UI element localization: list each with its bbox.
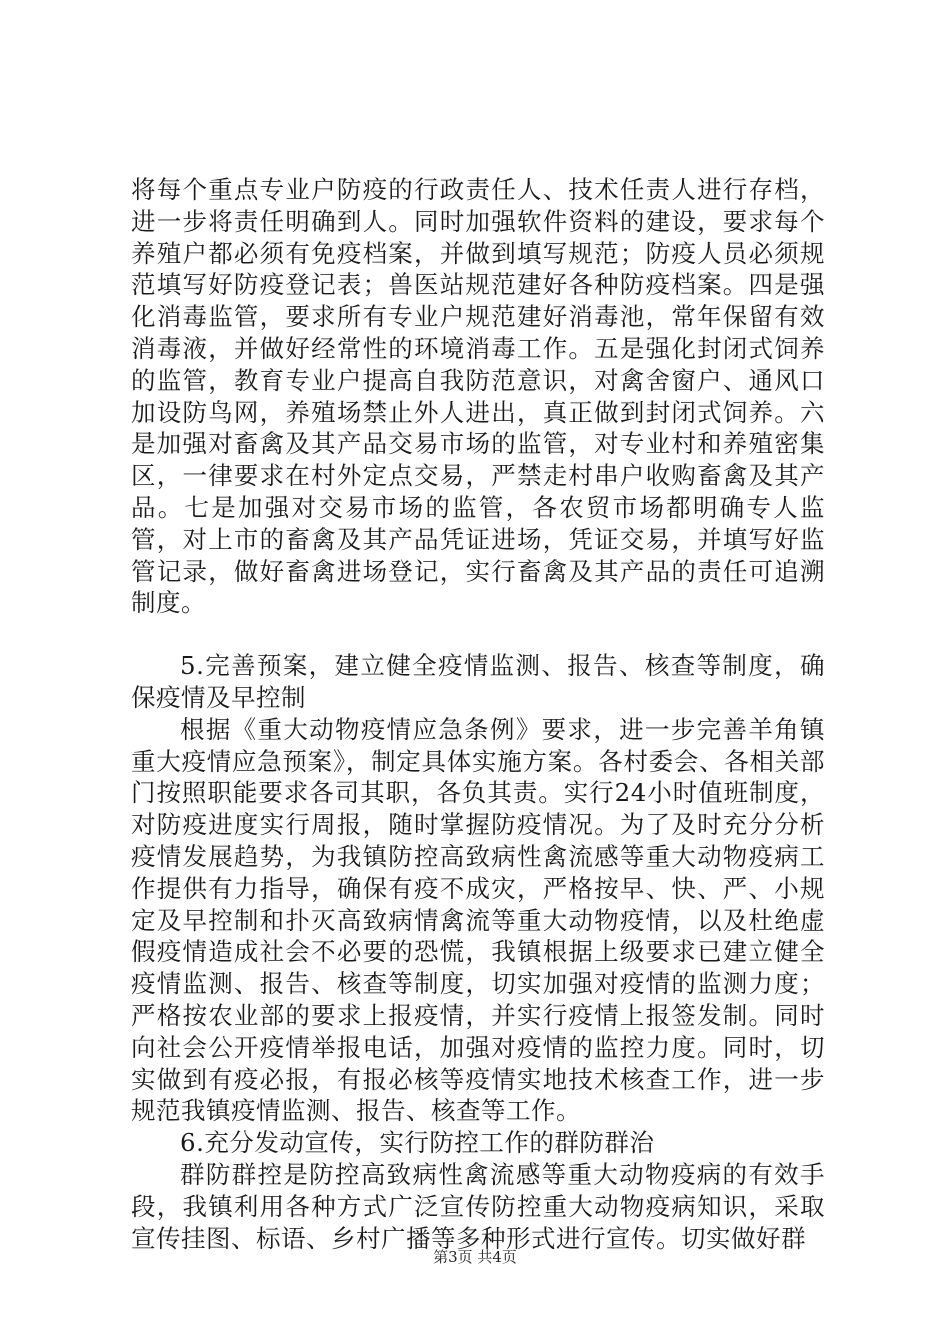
paragraph-supervision-measures: 将每个重点专业户防疫的行政责任人、技术任责人进行存档，进一步将责任明确到人。同时加强软件资料的建设，要求每个养殖户都必须有免疫档案，并做到填写规范；防疫人员必须规范填写好防疫登记表；兽医站规范建好各种防疫档案。四是强化消毒监管，要求所有专业户规范建好消毒池，常年保留有效消毒液，并做好经常性的环境消毒工作。五是强化封闭式饲养的监管，教育专业户提高自我防范意识，对禽舍窗户、通风口加设防鸟网，养殖场禁止外人进出，真正做到封闭式饲养。六是加强对畜禽及其产品交易市场的监管，对专业村和养殖密集区，一律要求在村外定点交易，严禁走村串户收购畜禽及其产品。七是加强对交易市场的监管，各农贸市场都明确专人监管，对上市的畜禽及其产品凭证进场，凭证交易，并填写好监管记录，做好畜禽进场登记，实行畜禽及其产品的责任可追溯制度。 bbox=[131, 175, 825, 618]
paragraph-publicity: 群防群控是防控高致病性禽流感等重大动物疫病的有效手段，我镇利用各种方式广泛宣传防控重大动物疫病知识，采取宣传挂图、标语、乡村广播等多种形式进行宣传。切实做好群 bbox=[131, 1159, 825, 1253]
document-body bbox=[131, 174, 825, 1254]
page-footer: 第3页 共4页 bbox=[433, 1248, 517, 1266]
section-heading-6: 6.充分发动宣传，实行防控工作的群防群治 bbox=[180, 1128, 655, 1158]
paragraph-epidemic-monitoring: 根据《重大动物疫情应急条例》要求，进一步完善羊角镇重大疫情应急预案》，制定具体实施方案。各村委会、各相关部门按照职能要求各司其职，各负其责。实行24小时值班制度，对防疫进度实行周报，随时掌握防疫情况。为了及时充分分析疫情发展趋势，为我镇防控高致病性禽流感等重大动物疫病工作提供有力指导，确保有疫不成灾，严格按早、快、严、小规定及早控制和扑灭高致病情禽流等重大动物疫情，以及杜绝虚假疫情造成社会不必要的恐慌，我镇根据上级要求已建立健全疫情监测、报告、核查等制度，切实加强对疫情的监测力度；严格按农业部的要求上报疫情，并实行疫情上报签发制。同时向社会公开疫情举报电话，加强对疫情的监控力度。同时，切实做到有疫必报，有报必核等疫情实地技术核查工作，进一步规范我镇疫情监测、报告、核查等工作。 bbox=[131, 714, 825, 1126]
section-heading-5: 5.完善预案，建立健全疫情监测、报告、核查等制度，确保疫情及早控制 bbox=[131, 651, 825, 712]
